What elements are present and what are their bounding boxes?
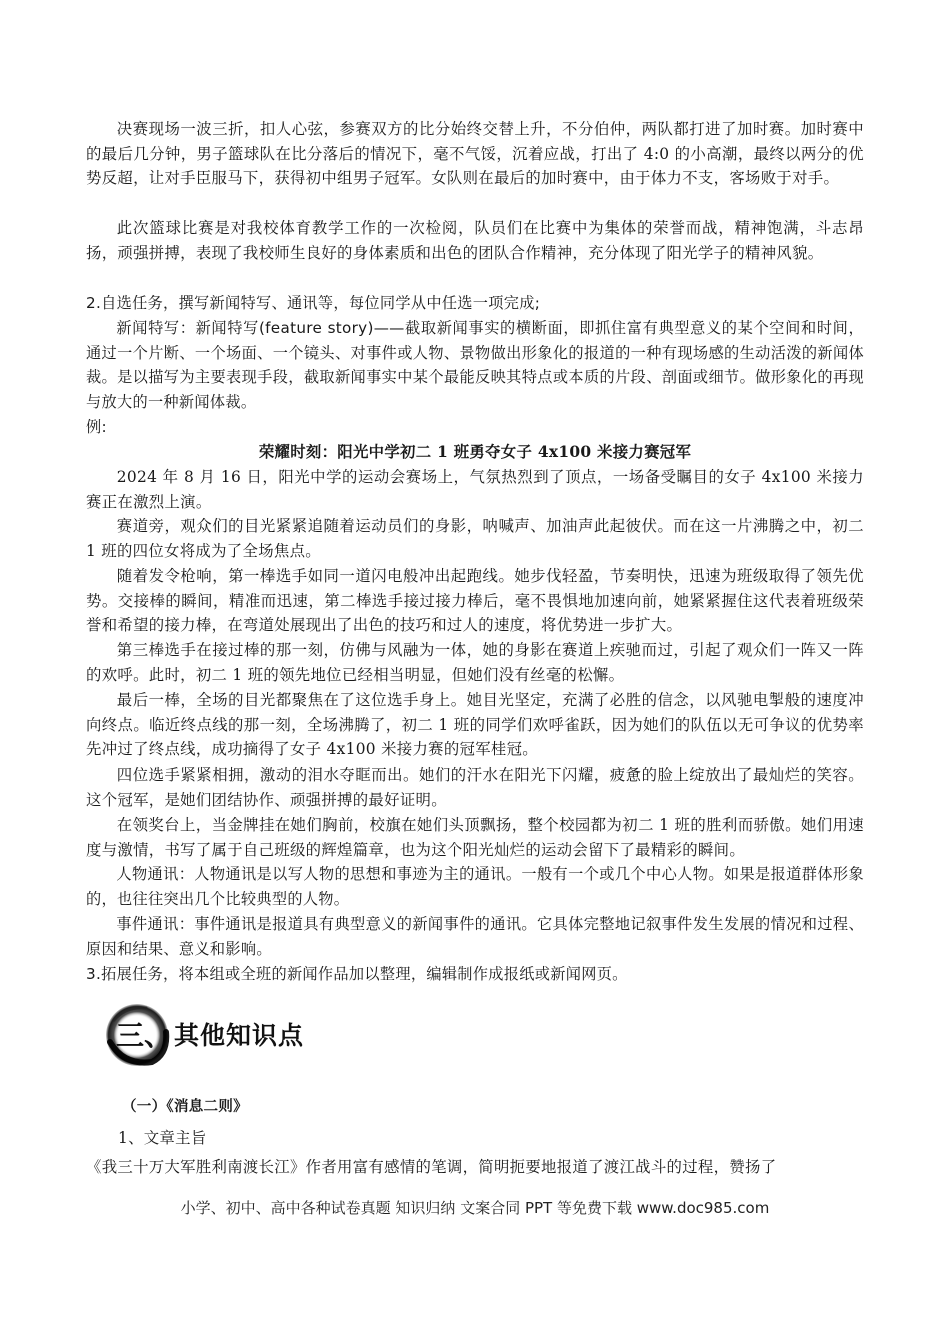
example-title: 荣耀时刻：阳光中学初二 1 班勇夺女子 4x100 米接力赛冠军 [258, 443, 692, 461]
item-1-label: 1、文章主旨 [118, 1129, 207, 1147]
example-label: 例: [86, 418, 107, 436]
section-number: 三、 [116, 1019, 173, 1052]
paragraph-feature-story: 新闻特写：新闻特写(feature story)——截取新闻事实的横断面，即抓住富有典型意义的某个空间和时间，通过一个片断、一个场面、一个镜头、对事件或人物、景物做出形象化的报道的一种有现场感的生动活泼的新闻体裁。是以描写为主要表现手段，截取新闻事实中某个最能反映其特点或本质的片段、剖面或细节。做形象化的再现与放大的一种新闻体裁。 [86, 319, 864, 411]
example-paragraph-2: 赛道旁，观众们的目光紧紧追随着运动员们的身影，呐喊声、加油声此起彼伏。而在这一片沸腾之中，初二 1 班的四位女将成为了全场焦点。 [86, 517, 864, 560]
paragraph-person-report: 人物通讯：人物通讯是以写人物的思想和事迹为主的通讯。一般有一个或几个中心人物。如果是报道群体形象的，也往往突出几个比较典型的人物。 [86, 865, 864, 908]
paragraph-basketball-summary: 此次篮球比赛是对我校体育教学工作的一次检阅，队员们在比赛中为集体的荣誉而战，精神饱满，斗志昂扬，顽强拼搏，表现了我校师生良好的身体素质和出色的团队合作精神，充分体现了阳光学子的精神风貌。 [86, 219, 864, 262]
subheading-xiaoxi: （一）《消息二则》 [122, 1099, 248, 1115]
example-paragraph-7: 在领奖台上，当金牌挂在她们胸前，校旗在她们头顶飘扬，整个校园都为初二 1 班的胜利而骄傲。她们用速度与激情，书写了属于自己班级的辉煌篇章，也为这个阳光灿烂的运动会留下了最精彩的瞬间。 [86, 816, 864, 859]
task-2-heading: 2.自选任务，撰写新闻特写、通讯等，每位同学从中任选一项完成; [86, 294, 541, 312]
paragraph-event-report: 事件通讯：事件通讯是报道具有典型意义的新闻事件的通讯。它具体完整地记叙事件发生发展的情况和过程、原因和结果、意义和影响。 [86, 915, 864, 958]
paragraph-basketball-final: 决赛现场一波三折，扣人心弦，参赛双方的比分始终交替上升，不分伯仲，两队都打进了加时赛。加时赛中的最后几分钟，男子篮球队在比分落后的情况下，毫不气馁，沉着应战，打出了 4:0 的小高潮，最终以两分的优势反超，让对手臣服马下，获得初中组男子冠军。女队则在最后的加时赛中，由于体力不支，客场败于对手。 [86, 120, 864, 188]
example-paragraph-6: 四位选手紧紧相拥，激动的泪水夺眶而出。她们的汗水在阳光下闪耀，疲惫的脸上绽放出了最灿烂的笑容。这个冠军，是她们团结协作、顽强拼搏的最好证明。 [86, 766, 864, 809]
section-title: 其他知识点 [174, 1021, 305, 1050]
page-footer: 小学、初中、高中各种试卷真题 知识归纳 文案合同 PPT 等免费下载 www.doc985.com [180, 1199, 770, 1217]
paragraph-theme: 《我三十万大军胜利南渡长江》作者用富有感情的笔调，简明扼要地报道了渡江战斗的过程，赞扬了 [86, 1158, 777, 1176]
task-3-heading: 3.拓展任务，将本组或全班的新闻作品加以整理，编辑制作成报纸或新闻网页。 [86, 965, 628, 983]
example-paragraph-4: 第三棒选手在接过棒的那一刻，仿佛与风融为一体，她的身影在赛道上疾驰而过，引起了观众们一阵又一阵的欢呼。此时，初二 1 班的领先地位已经相当明显，但她们没有丝毫的松懈。 [86, 641, 864, 684]
example-paragraph-3: 随着发令枪响，第一棒选手如同一道闪电般冲出起跑线。她步伐轻盈，节奏明快，迅速为班级取得了领先优势。交接棒的瞬间，精准而迅速，第二棒选手接过接力棒后，毫不畏惧地加速向前，她紧紧握住这代表着班级荣誉和希望的接力棒，在弯道处展现出了出色的技巧和过人的速度，将优势进一步扩大。 [86, 567, 864, 635]
section-heading [100, 1000, 500, 1070]
example-paragraph-1: 2024 年 8 月 16 日，阳光中学的运动会赛场上，气氛热烈到了顶点，一场备受瞩目的女子 4x100 米接力赛正在激烈上演。 [86, 468, 864, 511]
example-paragraph-5: 最后一棒，全场的目光都聚焦在了这位选手身上。她目光坚定，充满了必胜的信念，以风驰电掣般的速度冲向终点。临近终点线的那一刻，全场沸腾了，初二 1 班的同学们欢呼雀跃，因为她们的队伍以无可争议的优势率先冲过了终点线，成功摘得了女子 4x100 米接力赛的冠军桂冠。 [86, 691, 864, 759]
